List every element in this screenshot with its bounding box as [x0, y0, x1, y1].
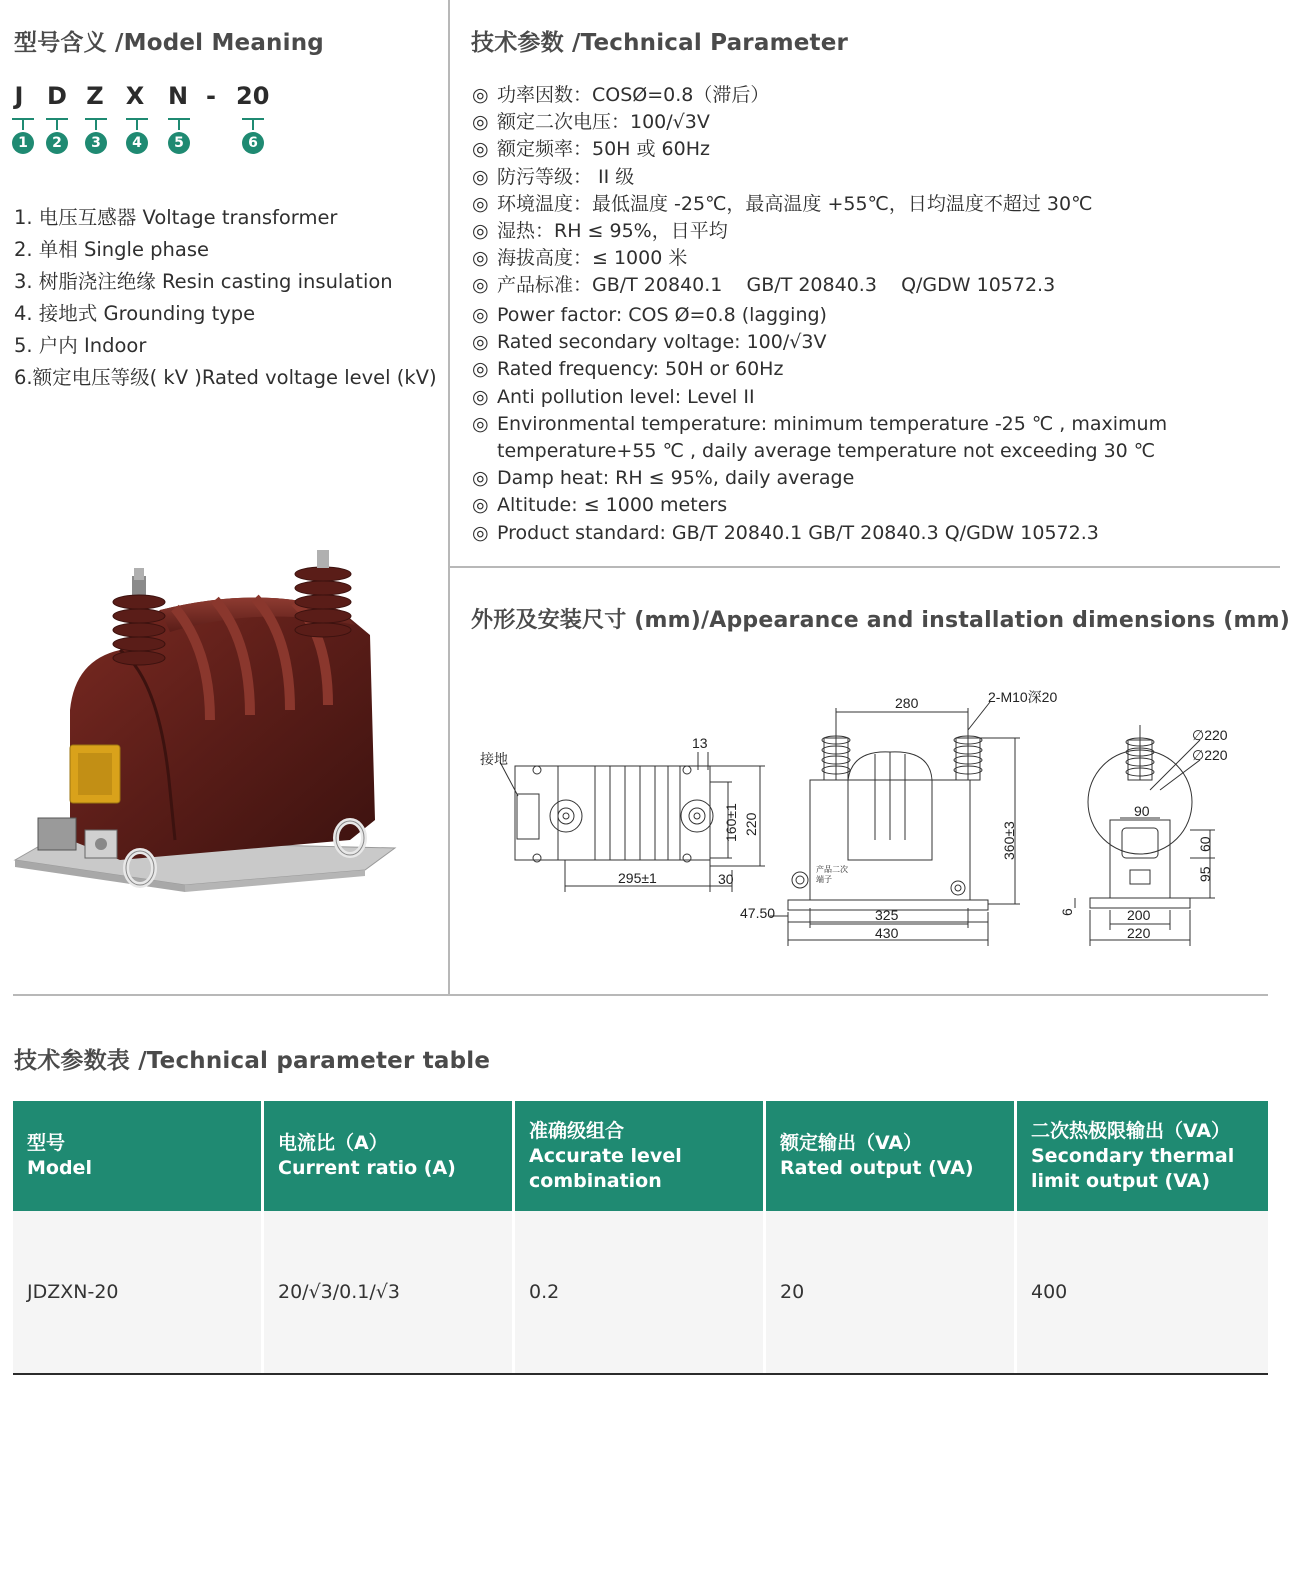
code-letter: D: [47, 82, 67, 110]
bullet-icon: ◎: [472, 521, 489, 544]
model-meaning-list: [14, 202, 437, 394]
dim-label: 360±3: [1001, 821, 1017, 860]
spec-item: [472, 329, 1217, 356]
code-number-badge: 5: [168, 132, 190, 154]
bullet-icon: ◎: [472, 192, 489, 215]
spec-item: [472, 82, 1092, 109]
spec-list-cn: [472, 82, 1092, 300]
spec-text: Anti pollution level: Level II: [497, 385, 755, 408]
spec-item: [472, 465, 1217, 492]
code-letter: 20: [236, 82, 270, 110]
spec-item: [472, 136, 1092, 163]
spec-text: 产品标准：GB/T 20840.1 GB/T 20840.3 Q/GDW 10572.3: [497, 274, 1056, 297]
bullet-icon: ◎: [472, 247, 489, 270]
code-connector: [242, 118, 264, 130]
technical-parameter-title: 技术参数 /Technical Parameter: [471, 30, 849, 56]
dim-label: 430: [875, 925, 899, 941]
table-cell: JDZXN-20: [13, 1211, 264, 1373]
bullet-icon: ◎: [472, 165, 489, 188]
spec-text: Power factor: COS Ø=0.8 (lagging): [497, 304, 827, 326]
spec-text: 海拔高度：≤ 1000 米: [497, 247, 688, 270]
spec-text: 额定二次电压：100/√3V: [497, 111, 710, 134]
code-number-badge: 3: [85, 132, 107, 154]
table-cell: 400: [1017, 1211, 1268, 1373]
dim-label: ∅220: [1192, 747, 1228, 763]
bullet-icon: ◎: [472, 358, 489, 381]
spec-item: [472, 245, 1092, 272]
meaning-item: 5. 户内 Indoor: [14, 334, 147, 357]
spec-text: Product standard: GB/T 20840.1 GB/T 20840.3 Q/GDW 10572.3: [497, 521, 1099, 544]
model-meaning-title: 型号含义 /Model Meaning: [14, 30, 324, 56]
spec-item: [472, 520, 1217, 547]
meaning-item: 6.额定电压等级( kV )Rated voltage level (kV): [14, 366, 437, 389]
product-image: [10, 540, 405, 905]
code-number-badge: 6: [242, 132, 264, 154]
parameter-table: [13, 1101, 1268, 1373]
code-connector: [168, 118, 190, 130]
dim-label: 200: [1127, 907, 1151, 923]
spec-item: [472, 109, 1092, 136]
dim-label: 60: [1197, 836, 1213, 852]
column-header: 型号 Model: [13, 1101, 264, 1211]
bullet-icon: ◎: [472, 494, 489, 517]
spec-item: [472, 356, 1217, 383]
spec-text: 防污等级： II 级: [497, 165, 635, 188]
spec-text: 环境温度：最低温度 -25℃，最高温度 +55℃，日均温度不超过 30℃: [497, 192, 1093, 215]
spec-item: [472, 492, 1217, 519]
table-bottom-rule: [13, 1373, 1268, 1375]
meaning-item: 2. 单相 Single phase: [14, 238, 209, 261]
spec-text: Rated frequency: 50H or 60Hz: [497, 358, 784, 381]
spec-text: Altitude: ≤ 1000 meters: [497, 494, 728, 517]
dim-label: 接地: [480, 751, 508, 767]
spec-item: [472, 191, 1092, 218]
dim-label: 220: [1127, 925, 1151, 941]
bullet-icon: ◎: [472, 304, 489, 326]
dim-label: 325: [875, 907, 899, 923]
bullet-icon: ◎: [472, 138, 489, 161]
spec-text: Environmental temperature: minimum temperature -25 ℃ , maximum temperature+55 ℃ , daily average temperature not exceeding 30 ℃: [497, 412, 1168, 463]
dim-label: 95: [1197, 866, 1213, 882]
code-letter: X: [125, 82, 145, 110]
spec-item: [472, 272, 1092, 299]
column-header: 二次热极限输出（VA） Secondary thermal limit output (VA): [1017, 1101, 1268, 1211]
dim-label: 90: [1134, 803, 1150, 819]
code-number-badge: 2: [46, 132, 68, 154]
code-connector: [126, 118, 148, 130]
code-dash: -: [206, 82, 216, 110]
table-row: [13, 1211, 1268, 1373]
table-cell: 0.2: [515, 1211, 766, 1373]
table-header-row: [13, 1101, 1268, 1211]
spec-item: [472, 302, 1217, 329]
code-connector: [85, 118, 107, 130]
code-letter: N: [167, 82, 189, 110]
dim-label: 产品二次: [816, 865, 848, 874]
table-cell: 20: [766, 1211, 1017, 1373]
dim-label: 160±1: [723, 803, 739, 842]
dimension-drawing: [470, 680, 1250, 960]
meaning-item: 3. 树脂浇注绝缘 Resin casting insulation: [14, 270, 393, 293]
table-cell: 20/√3/0.1/√3: [264, 1211, 515, 1373]
spec-list-en: [472, 302, 1217, 547]
bullet-icon: ◎: [472, 412, 489, 435]
dim-label: 295±1: [618, 870, 657, 886]
bullet-icon: ◎: [472, 467, 489, 490]
column-header: 电流比（A） Current ratio (A): [264, 1101, 515, 1211]
bullet-icon: ◎: [472, 84, 489, 106]
dim-label: 13: [692, 735, 708, 751]
spec-text: Damp heat: RH ≤ 95%, daily average: [497, 467, 855, 490]
column-header: 准确级组合 Accurate level combination: [515, 1101, 766, 1211]
bullet-icon: ◎: [472, 331, 489, 354]
code-letter: Z: [86, 82, 104, 110]
spec-text: 功率因数：COSØ=0.8（滞后）: [497, 84, 770, 106]
dim-label: 280: [895, 695, 919, 711]
dim-label: 30: [718, 871, 734, 887]
code-letter: J: [14, 82, 24, 110]
bullet-icon: ◎: [472, 220, 489, 243]
bullet-icon: ◎: [472, 385, 489, 408]
spec-item: [472, 218, 1092, 245]
dim-label: 2-M10深20: [988, 689, 1058, 705]
dim-label: 6: [1059, 908, 1075, 916]
divider-main: [13, 994, 1268, 996]
code-connector: [12, 118, 34, 130]
dim-label: 47.50: [740, 905, 776, 921]
dim-label: ∅220: [1192, 727, 1228, 743]
vertical-divider: [448, 0, 450, 996]
bullet-icon: ◎: [472, 274, 489, 297]
meaning-item: 1. 电压互感器 Voltage transformer: [14, 206, 338, 229]
dim-label: 端子: [816, 875, 832, 884]
bullet-icon: ◎: [472, 111, 489, 134]
code-number-badge: 4: [126, 132, 148, 154]
divider-right: [450, 566, 1280, 568]
dim-label: 220: [743, 812, 759, 836]
code-connector: [46, 118, 68, 130]
spec-item: [472, 384, 1217, 411]
spec-text: 湿热：RH ≤ 95%，日平均: [497, 220, 728, 243]
column-header: 额定输出（VA） Rated output (VA): [766, 1101, 1017, 1211]
spec-text: Rated secondary voltage: 100/√3V: [497, 331, 827, 354]
spec-item: [472, 411, 1217, 465]
spec-item: [472, 164, 1092, 191]
meaning-item: 4. 接地式 Grounding type: [14, 302, 256, 325]
dimensions-title: 外形及安装尺寸 (mm)/Appearance and installation dimensions (mm): [471, 608, 1291, 633]
spec-text: 额定频率：50H 或 60Hz: [497, 138, 710, 161]
code-number-badge: 1: [12, 132, 34, 154]
parameter-table-title: 技术参数表 /Technical parameter table: [14, 1048, 491, 1074]
